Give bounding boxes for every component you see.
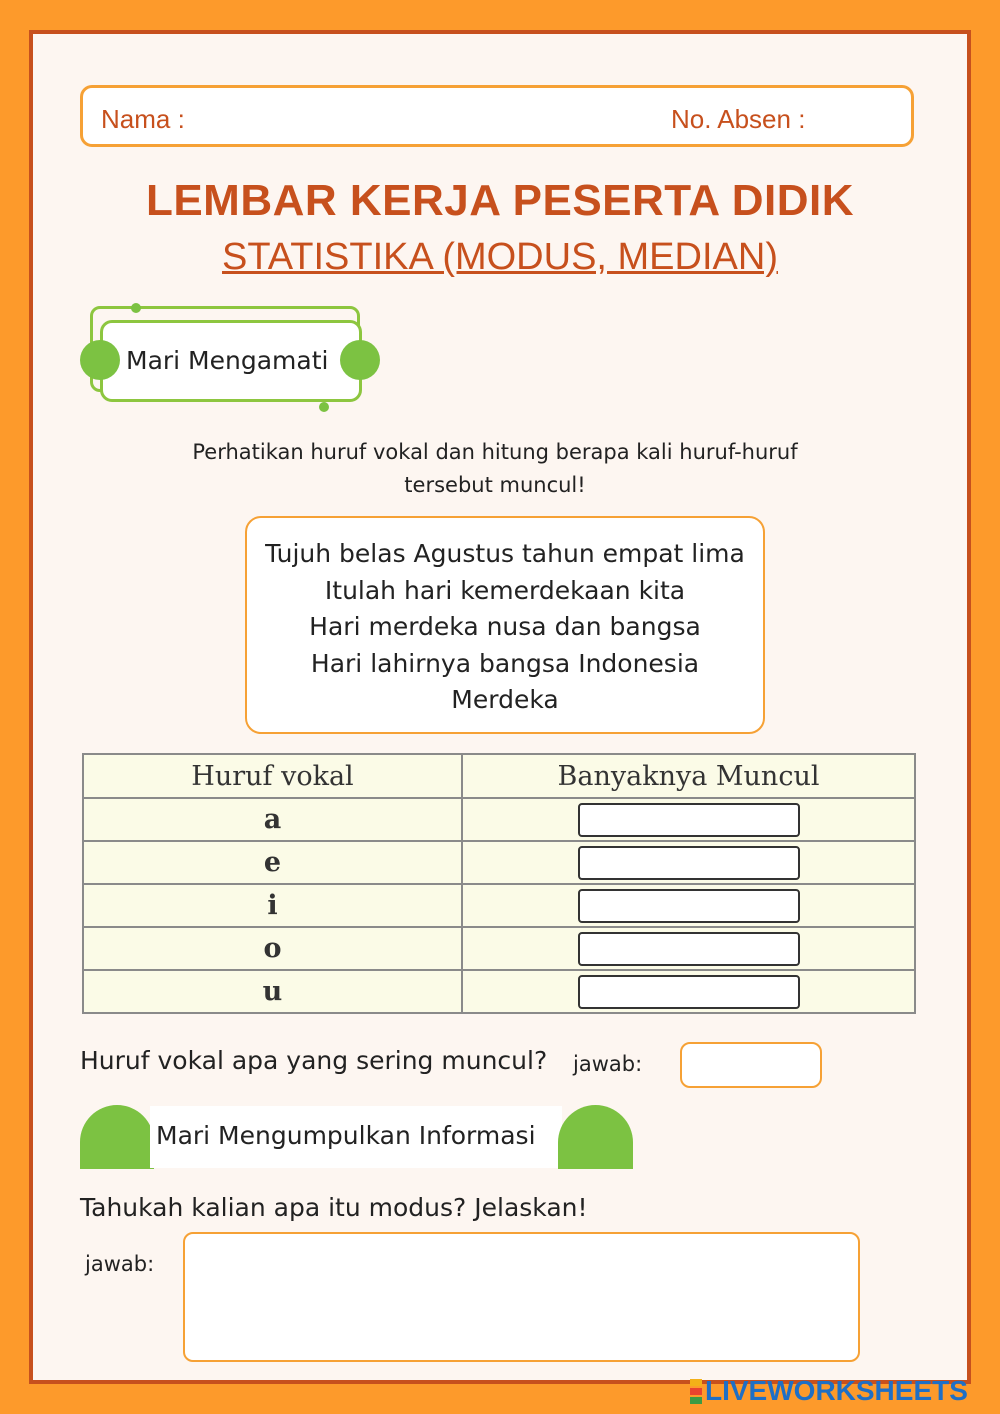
count-input-e[interactable] [578, 846, 800, 880]
count-cell [462, 970, 915, 1013]
absen-label: No. Absen : [671, 104, 806, 134]
badge-dot-top [131, 303, 141, 313]
poem-line: Itulah hari kemerdekaan kita [324, 575, 686, 605]
answer-input-most-frequent[interactable] [680, 1042, 822, 1088]
count-cell [462, 841, 915, 884]
student-info-box [80, 85, 914, 147]
table-row [83, 798, 915, 841]
table-header-count: Banyaknya Muncul [462, 754, 915, 798]
count-input-i[interactable] [578, 889, 800, 923]
badge-circle-left [80, 340, 120, 380]
table-row [83, 884, 915, 927]
question-modus: Tahukah kalian apa itu modus? Jelaskan! [80, 1193, 588, 1222]
table-row [83, 927, 915, 970]
page-title: LEMBAR KERJA PESERTA DIDIK [145, 176, 855, 225]
vowel-table [82, 753, 916, 1014]
count-input-o[interactable] [578, 932, 800, 966]
count-cell [462, 927, 915, 970]
instruction-text: Perhatikan huruf vokal dan hitung berapa kali huruf-huruf tersebut muncul! [192, 440, 798, 497]
page-subtitle: STATISTIKA (MODUS, MEDIAN) [222, 236, 778, 278]
watermark-text: LIVEWORKSHEETS [705, 1375, 968, 1406]
answer-input-modus[interactable] [183, 1232, 860, 1362]
table-header-vowel: Huruf vokal [83, 754, 462, 798]
vowel-cell: i [83, 884, 462, 927]
section-label-mengamati: Mari Mengamati [126, 346, 329, 375]
count-cell [462, 798, 915, 841]
table-header-row [83, 754, 915, 798]
question-most-frequent: Huruf vokal apa yang sering muncul? [80, 1046, 548, 1075]
answer-label: jawab: [573, 1052, 643, 1076]
vowel-cell: a [83, 798, 462, 841]
badge-dot-bottom [319, 402, 329, 412]
poem-line: Hari merdeka nusa dan bangsa [309, 612, 701, 641]
badge-circle-right [340, 340, 380, 380]
name-label: Nama : [101, 104, 185, 134]
poem-box [245, 516, 765, 734]
vowel-cell: e [83, 841, 462, 884]
count-input-u[interactable] [578, 975, 800, 1009]
liveworksheets-watermark [690, 1374, 968, 1408]
answer-label: jawab: [85, 1252, 155, 1276]
poem-line: Tujuh belas Agustus tahun empat lima [265, 539, 745, 568]
poem-line: Hari lahirnya bangsa Indonesia [310, 648, 700, 678]
poem-line: Merdeka [451, 685, 559, 714]
liveworksheets-logo-icon [690, 1378, 702, 1405]
count-input-a[interactable] [578, 803, 800, 837]
vowel-cell: o [83, 927, 462, 970]
table-row [83, 970, 915, 1013]
badge-circle-left [80, 1105, 154, 1169]
vowel-cell: u [83, 970, 462, 1013]
section-label-informasi: Mari Mengumpulkan Informasi [156, 1121, 536, 1150]
table-row [83, 841, 915, 884]
count-cell [462, 884, 915, 927]
